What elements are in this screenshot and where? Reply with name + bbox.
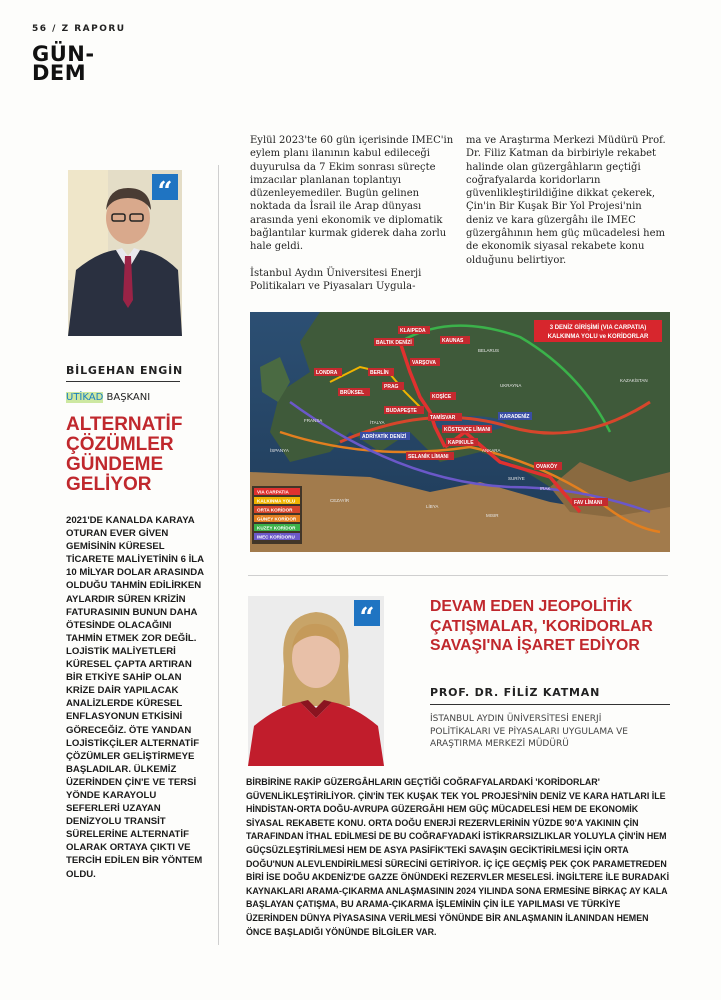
role-highlight: UTİKAD — [66, 392, 104, 403]
map-sea-karadeniz: KARADENİZ — [500, 414, 530, 420]
map-country-kazakistan: KAZAKİSTAN — [620, 378, 648, 383]
map-city-prag: PRAG — [384, 384, 399, 390]
section-logo-line1: GÜN- — [32, 42, 95, 66]
map-country-ispanya: İSPANYA — [270, 448, 289, 453]
article-column-1 — [250, 134, 455, 293]
person-name-filiz: PROF. DR. FİLİZ KATMAN — [430, 686, 601, 699]
section-logo-line2: DEM — [32, 61, 87, 85]
role-rest: BAŞKANI — [103, 392, 151, 403]
sidebar-headline: ALTERNATİF ÇÖZÜMLER GÜNDEME GELİYOR — [66, 414, 183, 495]
map-legend — [252, 486, 302, 544]
legend-label-0: VIA CARPATIA — [257, 489, 289, 495]
legend-label-1: KALKINMA YOLU — [257, 498, 296, 504]
legend-label-2: ORTA KORİDOR — [257, 507, 293, 513]
map-country-ukrayna: UKRAYNA — [500, 383, 522, 388]
portrait-photo-filiz-katman — [248, 596, 384, 766]
section-logo — [32, 42, 95, 85]
quote-icon: “ — [152, 174, 178, 200]
legend-label-3: GÜNEY KORİDOR — [257, 516, 297, 522]
map-country-italya: İTALYA — [370, 420, 385, 425]
map-city-kaunas: KAUNAS — [442, 338, 464, 344]
map-city-kostence: KÖSTENCE LİMANI — [444, 427, 491, 433]
map-city-fav: FAV LİMANI — [574, 500, 602, 506]
map-title-line1: 3 DENİZ GİRİŞİMİ (VIA CARPATIA) — [549, 325, 647, 331]
map-country-belarus: BELARUS — [478, 348, 500, 353]
person-role-bilgehan — [66, 392, 150, 403]
article-col1-paragraph2: İstanbul Aydın Üniversitesi Enerji Politikaları ve Piyasaları Uygula- — [250, 267, 422, 292]
legend-label-4: KUZEY KORİDOR — [257, 525, 296, 531]
sidebar-lead-text: 2021'DE KANALDA KARAYA OTURAN EVER GİVEN GEMİSİNİN KÜRESEL TİCARETE MALİYETİNİN 6 İLA 10 MİLYAR DOLAR ARASINDA OLDUĞU TAHMİN EDİLİRKEN AYLARDIR SÜREN KRİZİN FATURASININ BUNUN DAHA ÖTESİNDE OLACAĞINI TAHMİN ETMEK ZOR DEĞİL. LOJİSTİK MALİYETLERİ KÜRESEL ÇAPTA ARTIRAN BİR ETKİYE SAHİP OLAN KRİZE DAİR YAPILACAK ANALİZLERDE KÜRESEL ENFLASYONUN ETKİSİNİ GÖRECEĞİZ. ÖTE YANDAN LOJİSTİKÇİLER ALTERNATİF ÇÖZÜMLER GELİŞTİRMEYE BAŞLADILAR. ÜLKEMİZ ÜZERİNDEN ÇİN'E VE TERSİ YÖNDE KARAYOLU SEFERLERİ UZAYAN DENİZYOLU TRANSİT SÜRELERİNE ALTERNATİF OLARAK ORTAYA ÇIKTI VE TERCİH EDİLEN BİR YÖNTEM OLDU. — [66, 515, 204, 880]
section-separator — [248, 575, 668, 576]
map-country-misir: MISIR — [486, 513, 499, 518]
map-city-berlin: BERLİN — [370, 370, 389, 376]
name-underline-2 — [430, 704, 670, 705]
page-label: 56 / Z RAPORU — [32, 24, 126, 34]
name-underline — [66, 381, 180, 382]
map-city-varsova: VARŞOVA — [412, 360, 436, 366]
article-column-2 — [466, 134, 671, 267]
column-divider — [218, 165, 219, 945]
map-city-ankara: ANKARA — [482, 448, 501, 453]
map-title-line2: KALKINMA YOLU ve KORİDORLAR — [547, 334, 649, 340]
person-role-filiz: İSTANBUL AYDIN ÜNİVERSİTESİ ENERJİ POLİTİKALARI VE PİYASALARI UYGULAMA VE ARAŞTIRMA MERKEZİ MÜDÜRÜ — [430, 714, 628, 749]
map-country-libya: LİBYA — [426, 504, 439, 509]
quote-icon: “ — [354, 600, 380, 626]
legend-label-5: IMEC KORİDORU — [257, 534, 295, 540]
map-city-kosice: KOŞİCE — [432, 394, 452, 400]
map-country-fransa: FRANSA — [304, 418, 323, 423]
map-city-ovakoy: OVAKÖY — [536, 464, 558, 470]
interview-body-text: BİRBİRİNE RAKİP GÜZERGÂHLARIN GEÇTİĞİ COĞRAFYALARDAKİ 'KORİDORLAR' GÜVENLİKLEŞTİRİLİYOR. ÇİN'İN TEK KUŞAK TEK YOL PROJESİ'NİN DENİZ VE KARA HATLARI İLE HİNDİSTAN-ORTA DOĞU-AVRUPA GÜZERGÂHI HEM GÜÇ MÜCADELESİ HEM DE EKONOMİK SİYASAL REKABETE KONU. ORTA DOĞU ENERJİ REZERVLERİNİN YÜZDE 90'A YAKININ ÇİN TARAFINDAN İTHAL EDİLMESİ DE BU COĞRAFYADAKİ İSTİKRARSIZLIKLAR YOLUYLA ÇİN'İN HEM GÜÇSÜZLEŞTİRİLMESİ HEM DE ASYA PASİFİK'TEKİ SAVAŞIN GECİKTİRİLMESİ İÇİN ORTA DOĞU'NUN ALEVLENDİRİLMESİ SÜRECİNİ GETİRİYOR. İÇ İÇE GEÇMİŞ PEK ÇOK PARAMETREDEN BİRİ İSE DOĞU AKDENİZ'DE GAZZE ÖNÜNDEKİ REZERVLER MESELESİ. İNGİLTERE İLE BURADAKİ KAYNAKLARI ARAMA-ÇIKARMA ANLAŞMASININ 2024 YILINDA SONA ERMESİNE BİRKAÇ AY KALA BAŞLAYAN ÇATIŞMA, BU ARAMA-ÇIKARMA İŞLEMİNİN ÇİN İLE YAPILMASI VE TÜRKİYE ÜZERİNDEN DÜNYA PİYASASINA VERİLMESİ YÖNÜNDE BİR ANLAŞMANIN İLANINDAN HEMEN ÖNCE BAŞLADIĞI YÖNÜNDE BİLGİLER VAR. — [246, 777, 670, 937]
portrait-photo-bilgehan-engin — [68, 170, 182, 336]
map-country-suriye: SURİYE — [508, 476, 525, 481]
map-country-cezayir: CEZAYİR — [330, 498, 350, 503]
article-col2-paragraph1: ma ve Araştırma Merkezi Müdürü Prof. Dr. Filiz Katman da birbiriyle rekabet halinde olan güzergâhların geçtiği coğrafyalarda koridorların güvenlikleştirildiğine dikkat çekerek, Çin'in Bir Kuşak Bir Yol Projesi'nin deniz ve kara güzergâhı ile IMEC güzergâhının hem güç mücadelesi hem de ekonomik siyasal rekabete konu olduğunu belirtiyor. — [466, 135, 666, 266]
person-name-bilgehan: BİLGEHAN ENGİN — [66, 364, 184, 377]
article-col1-paragraph1: Eylül 2023'te 60 gün içerisinde IMEC'in eylem planı ilanının kabul edileceği duyurulsa da 7 Ekim sonrası süreçte imzacılar planlanan toplantıyı düzenleyemediler. Bugün gelinen noktada da İsrail ile Arap dünyası arasında yeni ekonomik ve diplomatik bağlantılar kurmak giderek daha zorlu hale geldi. — [250, 135, 454, 253]
map-city-baltik: BALTIK DENİZİ — [376, 340, 412, 346]
map-city-bruksel: BRÜKSEL — [340, 390, 365, 396]
map-city-tamisvar: TAMİSVAR — [430, 415, 456, 421]
map-sea-adriyatik: ADRİYATİK DENİZİ — [362, 434, 407, 440]
map-city-selanik: SELANİK LİMANI — [408, 454, 449, 460]
map-city-londra: LONDRA — [316, 370, 338, 376]
map-city-budapeste: BUDAPEŞTE — [386, 408, 417, 414]
interview-headline: DEVAM EDEN JEOPOLİTİK ÇATIŞMALAR, 'KORİDORLAR SAVAŞI'NA İŞARET EDİYOR — [430, 598, 653, 654]
corridor-map — [250, 312, 670, 552]
map-city-klaipeda: KLAIPEDA — [400, 328, 426, 334]
map-country-irak: IRAK — [540, 486, 551, 491]
map-city-kapikule: KAPIKULE — [448, 440, 474, 446]
